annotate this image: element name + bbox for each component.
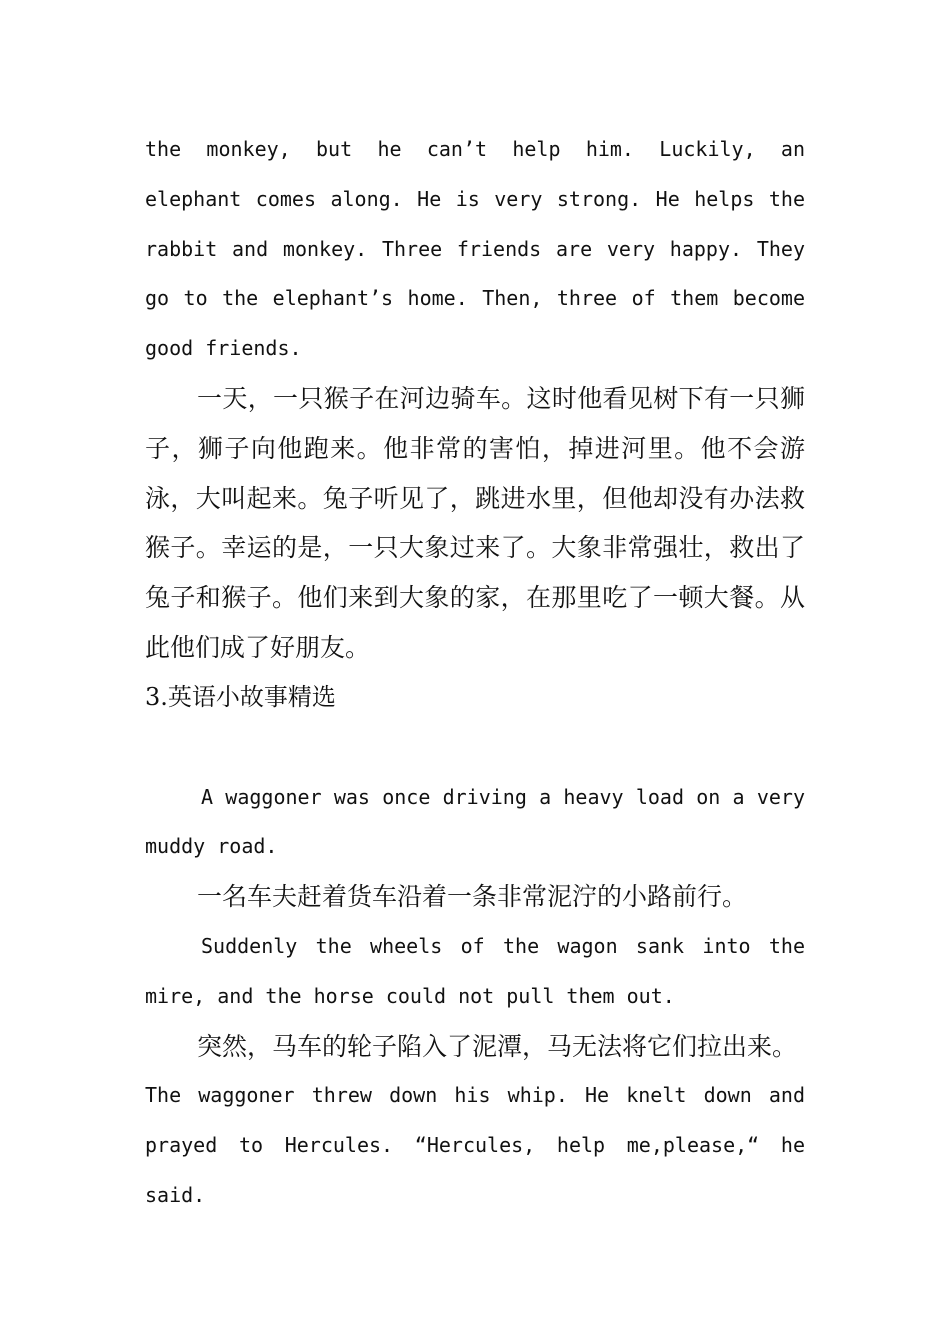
document-page [145,125,805,1221]
chinese-translation-paragraph: 一名车夫赶着货车沿着一条非常泥泞的小路前行。 [197,882,748,912]
chinese-translation-paragraph: 突然，马车的轮子陷入了泥潭，马无法将它们拉出来。 [197,1031,798,1061]
english-story-paragraph: A waggoner was once driving a heavy load on a very muddy road. [145,784,805,859]
english-story-paragraph: The waggoner threw down his whip. He knelt down and prayed to Hercules. “Hercules, help me,please,“ he said. [145,1083,805,1207]
blank-line [145,723,805,773]
english-story-paragraph: the monkey, but he can’t help him. Luckily, an elephant comes along. He is very strong. He helps the rabbit and monkey. Three friends are very happy. They go to the elephant’s home. Then, three of them become good friends. [145,137,805,361]
chinese-translation-paragraph: 一天，一只猴子在河边骑车。这时他看见树下有一只狮子，狮子向他跑来。他非常的害怕，掉进河里。他不会游泳，大叫起来。兔子听见了，跳进水里，但他却没有办法救猴子。幸运的是，一只大象过来了。大象非常强壮，救出了兔子和猴子。他们来到大象的家，在那里吃了一顿大餐。从此他们成了好朋友。 [145,383,805,662]
section-heading: 3.英语小故事精选 [145,682,336,711]
english-story-paragraph: Suddenly the wheels of the wagon sank into the mire, and the horse could not pull them out. [145,933,805,1008]
